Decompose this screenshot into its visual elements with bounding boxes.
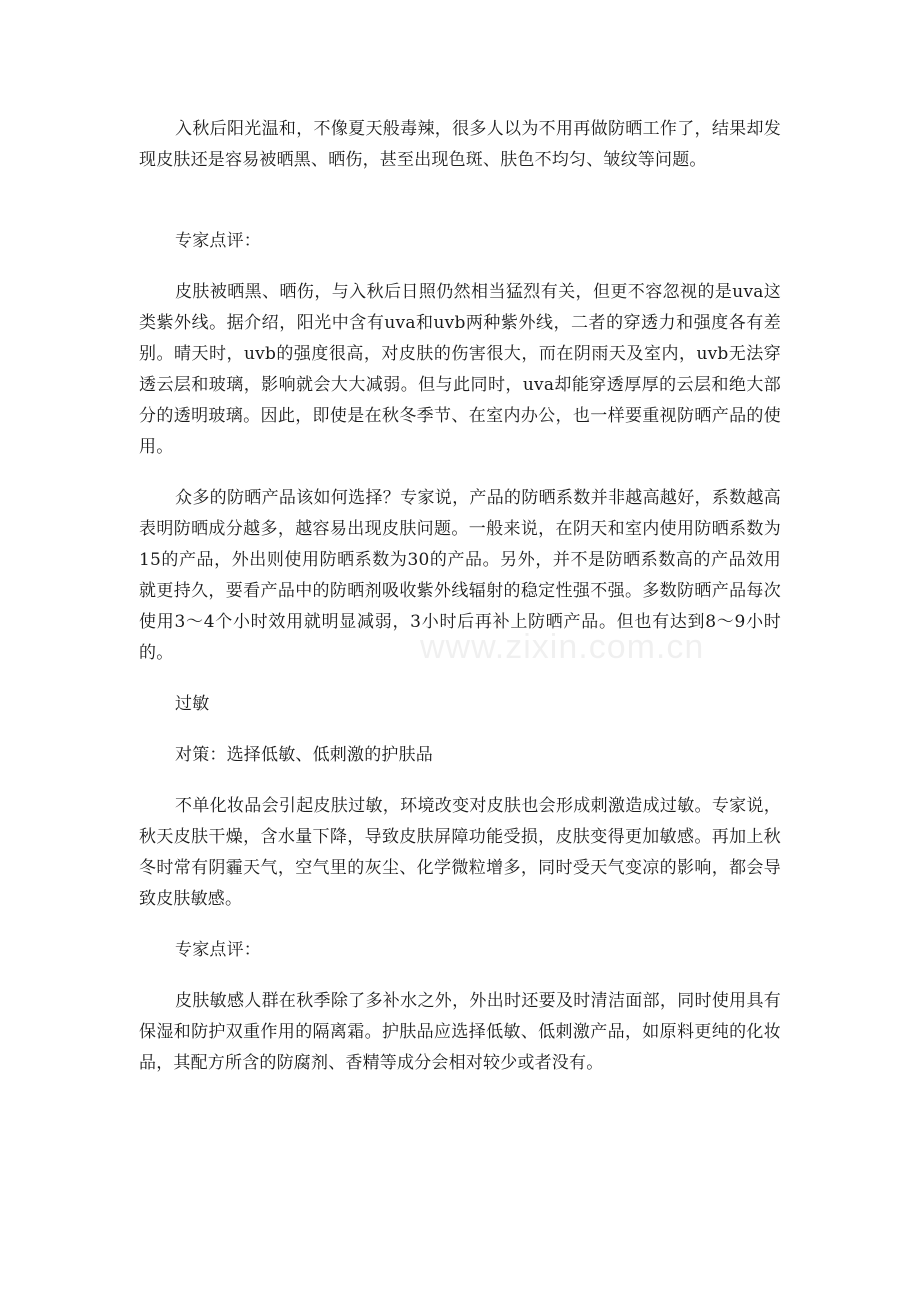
spacer (139, 915, 781, 935)
spacer (139, 669, 781, 689)
sunscreen-choice-paragraph: 众多的防晒产品该如何选择？专家说，产品的防晒系数并非越高越好，系数越高表明防晒成分越多，越容易出现皮肤问题。一般来说，在阴天和室内使用防晒系数为15的产品，外出则使用防晒系数为30的产品。另外，并不是防晒系数高的产品效用就更持久，要看产品中的防晒剂吸收紫外线辐射的稳定性强不强。多数防晒产品每次使用3～4个小时效用就明显减弱，3小时后再补上防晒产品。但也有达到8～9小时的。 (139, 488, 781, 663)
watermark: www.zixin.com.cn (420, 628, 705, 666)
spacer (139, 463, 781, 483)
allergy-strategy: 对策：选择低敏、低刺激的护肤品 (175, 745, 433, 765)
document-body (139, 114, 781, 1079)
spacer (139, 771, 781, 791)
spacer (139, 176, 781, 226)
allergy-paragraph: 不单化妆品会引起皮肤过敏，环境改变对皮肤也会形成刺激造成过敏。专家说，秋天皮肤干燥，含水量下降，导致皮肤屏障功能受损，皮肤变得更加敏感。再加上秋冬时常有阴霾天气，空气里的灰尘、化学微粒增多，同时受天气变凉的影响，都会导致皮肤敏感。 (139, 796, 781, 909)
expert-comment-heading: 专家点评： (175, 231, 261, 251)
spacer (139, 257, 781, 277)
expert-comment-heading-2: 专家点评： (175, 940, 261, 960)
spacer (139, 966, 781, 986)
intro-paragraph: 入秋后阳光温和，不像夏天般毒辣，很多人以为不用再做防晒工作了，结果却发现皮肤还是容易被晒黑、晒伤，甚至出现色斑、肤色不均匀、皱纹等问题。 (139, 119, 781, 170)
uva-paragraph: 皮肤被晒黑、晒伤，与入秋后日照仍然相当猛烈有关，但更不容忽视的是uva这类紫外线。据介绍，阳光中含有uva和uvb两种紫外线，二者的穿透力和强度各有差别。晴天时，uvb的强度很高，对皮肤的伤害很大，而在阴雨天及室内，uvb无法穿透云层和玻璃，影响就会大大减弱。但与此同时，uva却能穿透厚厚的云层和绝大部分的透明玻璃。因此，即使是在秋冬季节、在室内办公，也一样要重视防晒产品的使用。 (139, 282, 781, 457)
allergy-heading: 过敏 (175, 694, 210, 714)
sensitive-skin-paragraph: 皮肤敏感人群在秋季除了多补水之外，外出时还要及时清洁面部，同时使用具有保湿和防护双重作用的隔离霜。护肤品应选择低敏、低刺激产品，如原料更纯的化妆品，其配方所含的防腐剂、香精等成分会相对较少或者没有。 (139, 991, 781, 1073)
spacer (139, 720, 781, 740)
